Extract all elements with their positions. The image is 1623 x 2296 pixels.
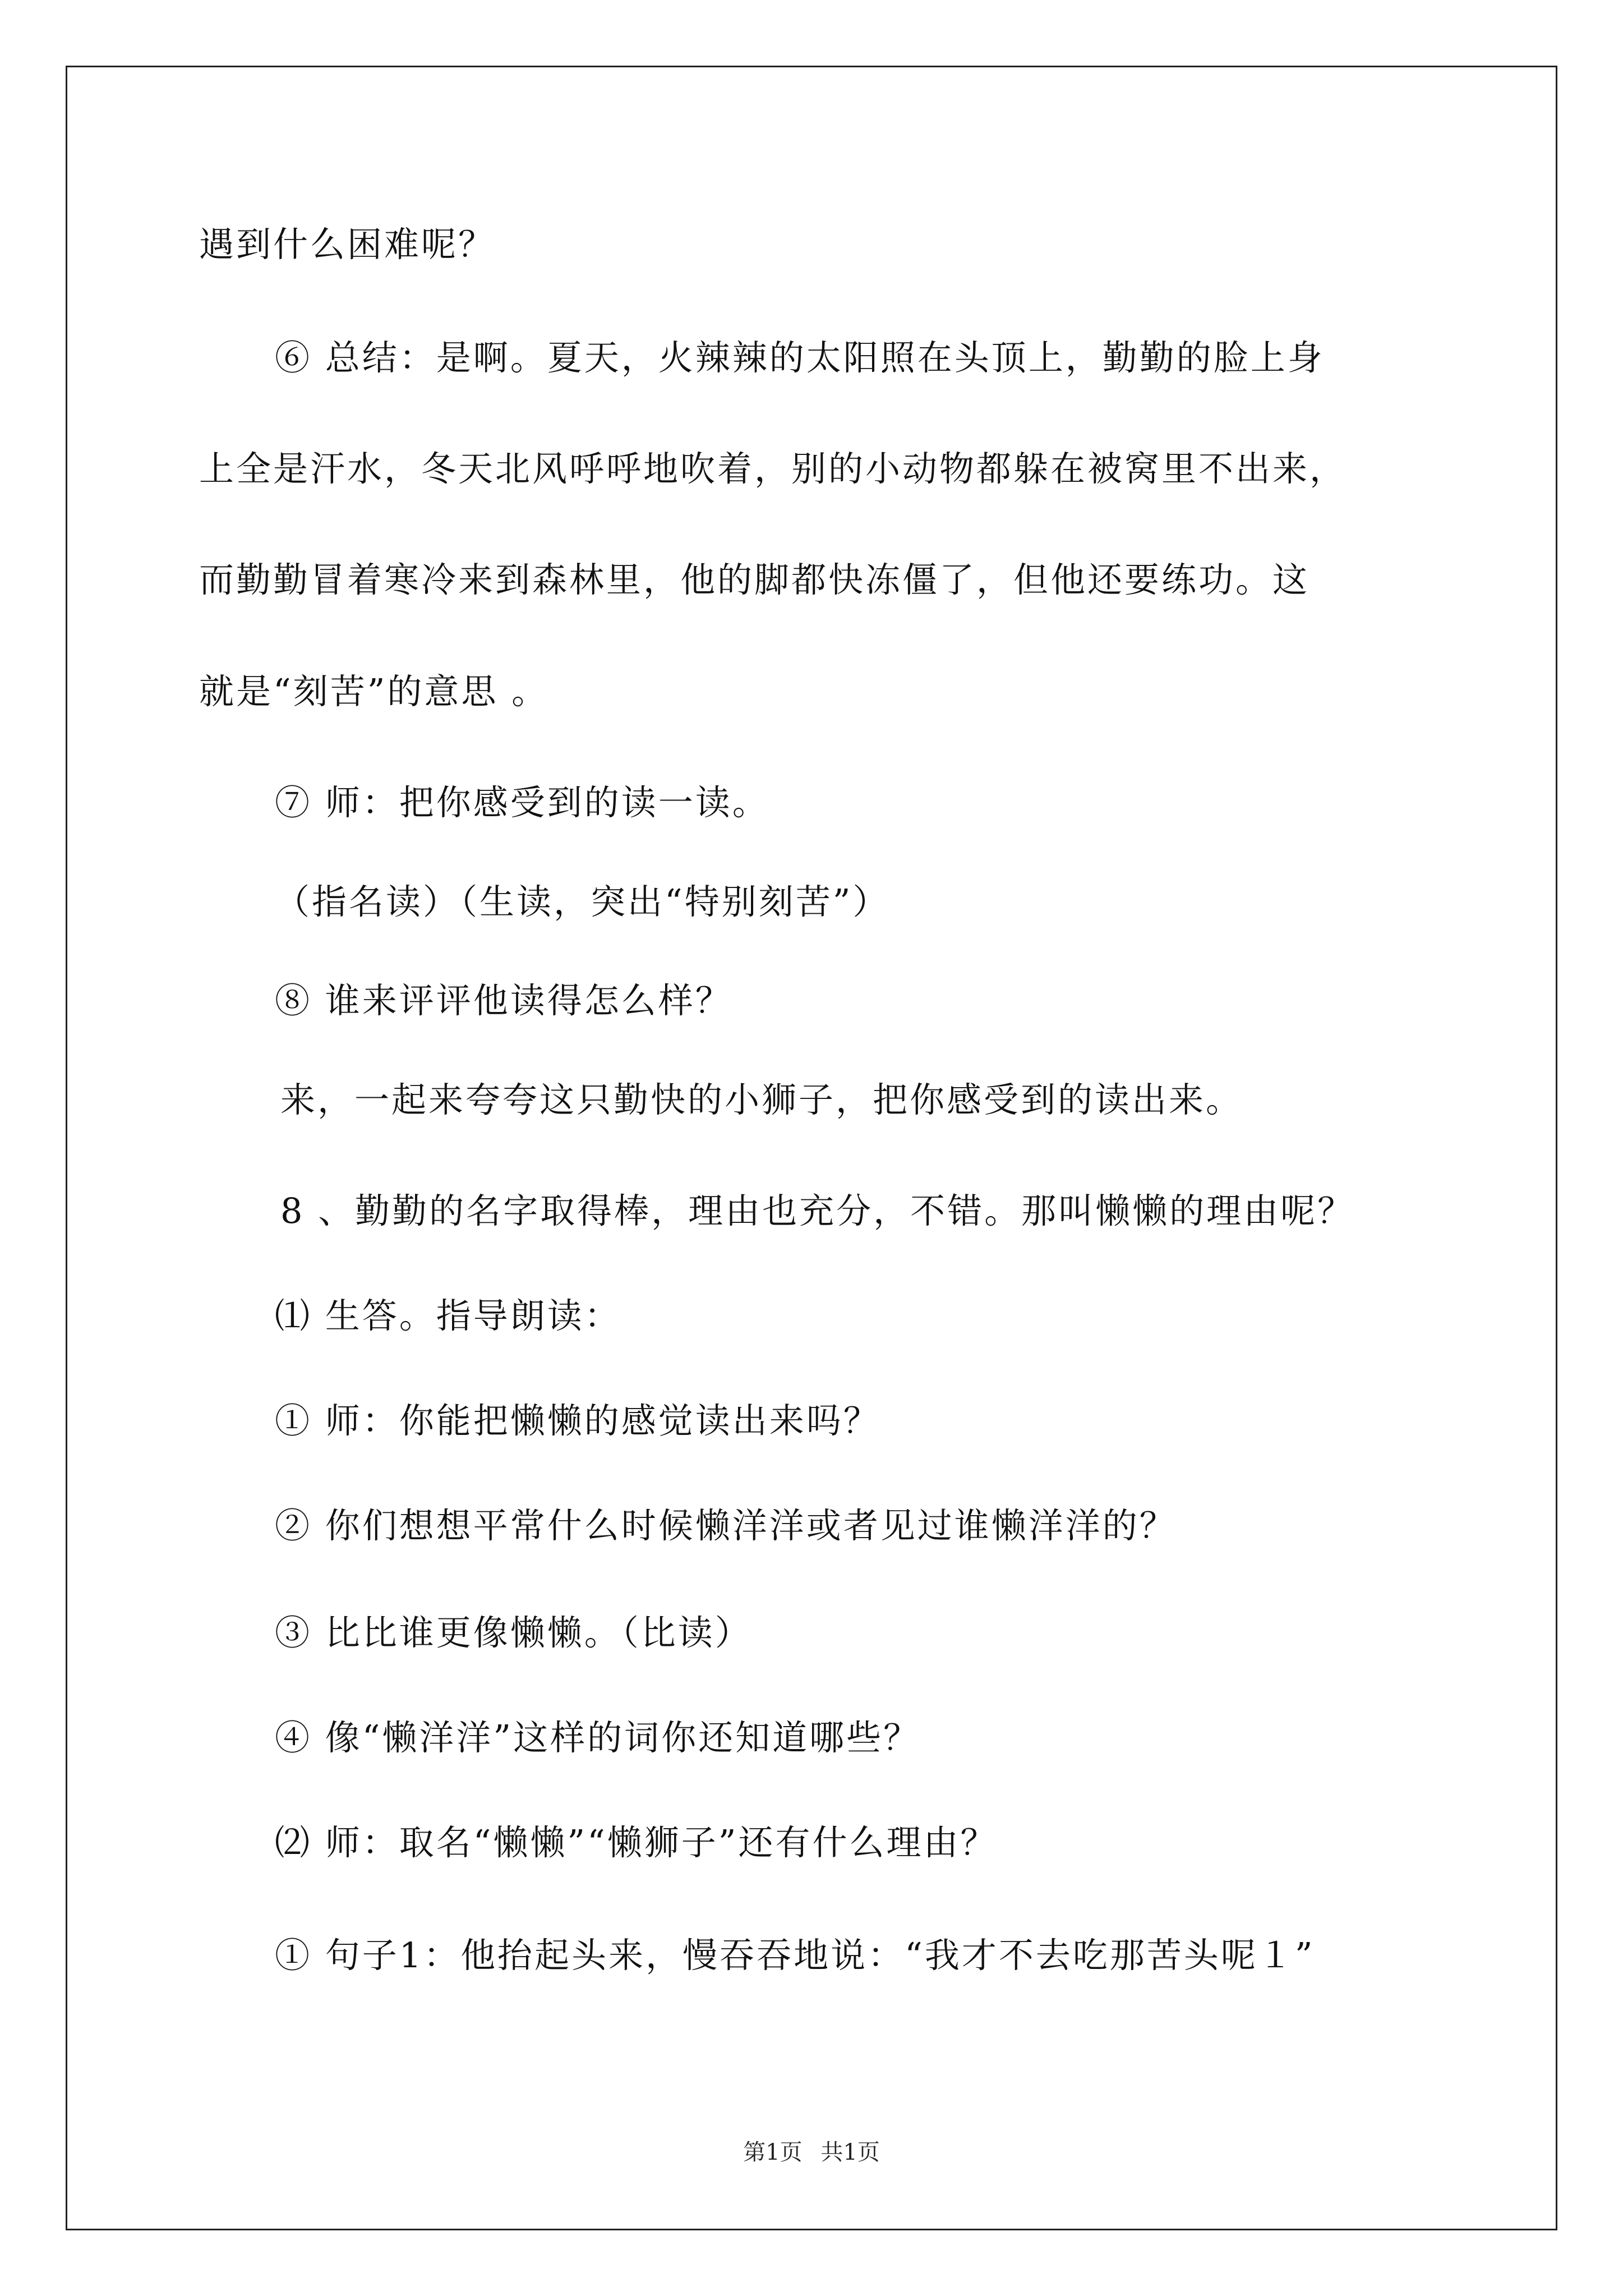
text-line-15: ④ 像“懒洋洋”这样的词你还知道哪些？ xyxy=(275,1717,921,1758)
text-line-17: ① 句子1：他抬起头来，慢吞吞地说：“我才不去吃那苦头呢１” xyxy=(275,1935,1315,1976)
text-line-10: 8 、勤勤的名字取得棒，理由也充分，不错。那叫懒懒的理由呢？ xyxy=(280,1190,1355,1231)
text-line-9: 来，一起来夸夸这只勤快的小狮子，把你感受到的读出来。 xyxy=(280,1079,1243,1120)
text-line-13: ② 你们想想平常什么时候懒洋洋或者见过谁懒洋洋的？ xyxy=(275,1505,1177,1546)
text-line-1: 遇到什么困难呢？ xyxy=(199,224,496,265)
text-line-5: 就是“刻苦”的意思 。 xyxy=(199,671,549,712)
text-line-6: ⑦ 师：把你感受到的读一读。 xyxy=(275,782,769,823)
text-line-8: ⑧ 谁来评评他读得怎么样？ xyxy=(275,980,732,1021)
page-border xyxy=(66,66,1557,2230)
text-line-14: ③ 比比谁更像懒懒。（比读） xyxy=(275,1612,752,1653)
text-line-2: ⑥ 总结：是啊。夏天，火辣辣的太阳照在头顶上，勤勤的脸上身 xyxy=(275,337,1325,378)
text-line-3: 上全是汗水，冬天北风呼呼地吹着，别的小动物都躲在被窝里不出来， xyxy=(199,448,1347,489)
text-line-7: （指名读）（生读，突出“特别刻苦”） xyxy=(275,881,890,922)
text-line-11: ⑴ 生答。指导朗读： xyxy=(275,1295,621,1336)
text-line-12: ① 师：你能把懒懒的感觉读出来吗？ xyxy=(275,1400,880,1441)
page-footer: 第1页 共1页 xyxy=(743,2139,880,2165)
text-line-16: ⑵ 师：取名“懒懒”“懒狮子”还有什么理由？ xyxy=(275,1822,998,1863)
text-line-4: 而勤勤冒着寒冷来到森林里，他的脚都快冻僵了，但他还要练功。这 xyxy=(199,559,1310,600)
